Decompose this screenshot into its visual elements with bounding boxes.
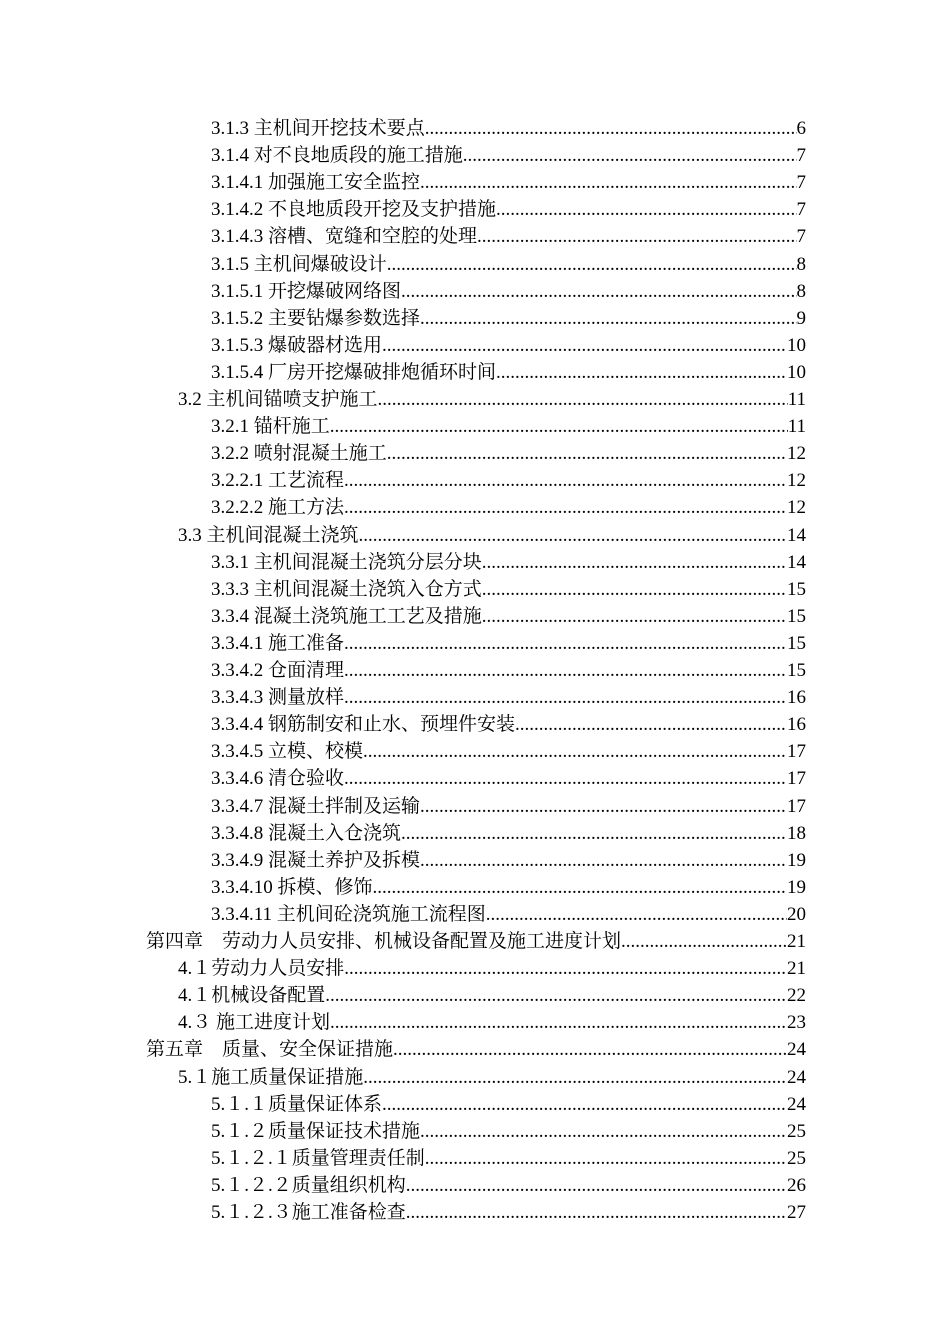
toc-dot-leader bbox=[482, 576, 787, 603]
toc-page-number: 12 bbox=[787, 470, 806, 492]
toc-dot-leader bbox=[401, 278, 796, 305]
toc-entry[interactable] bbox=[178, 1064, 806, 1091]
toc-entry[interactable] bbox=[211, 223, 806, 250]
toc-entry[interactable] bbox=[211, 169, 806, 196]
toc-page-number: 10 bbox=[787, 361, 806, 383]
toc-entry-title: 3.2.2.2 施工方法 bbox=[211, 497, 345, 519]
toc-page-number: 22 bbox=[787, 985, 806, 1007]
toc-entry-title: 3.1.5.1 开挖爆破网络图 bbox=[211, 280, 402, 302]
toc-entry-title: 3.3.4.11 主机间砼浇筑施工流程图 bbox=[211, 903, 486, 925]
toc-dot-leader bbox=[486, 901, 787, 928]
toc-page-number: 16 bbox=[787, 687, 806, 709]
toc-entry[interactable] bbox=[211, 684, 806, 711]
toc-page-number: 14 bbox=[787, 524, 806, 546]
toc-page-number: 14 bbox=[787, 551, 806, 573]
toc-entry-title: 4.３ 施工进度计划 bbox=[178, 1012, 331, 1034]
toc-dot-leader bbox=[387, 440, 787, 467]
toc-dot-leader bbox=[482, 549, 787, 576]
toc-dot-leader bbox=[344, 955, 787, 982]
toc-entry[interactable] bbox=[211, 847, 806, 874]
toc-dot-leader bbox=[359, 522, 787, 549]
toc-entry[interactable] bbox=[211, 413, 806, 440]
toc-entry-title: 3.3.4 混凝土浇筑施工工艺及措施 bbox=[211, 605, 482, 627]
toc-dot-leader bbox=[406, 1199, 787, 1226]
toc-entry-title: 3.1.5 主机间爆破设计 bbox=[211, 253, 387, 275]
toc-entry[interactable] bbox=[211, 196, 806, 223]
toc-page-number: 24 bbox=[787, 1093, 806, 1115]
toc-page-number: 7 bbox=[796, 172, 806, 194]
toc-page-number: 20 bbox=[787, 903, 806, 925]
toc-entry[interactable] bbox=[211, 901, 806, 928]
toc-page-number: 15 bbox=[787, 632, 806, 654]
toc-page-number: 12 bbox=[787, 497, 806, 519]
toc-entry-title: 4.１机械设备配置 bbox=[178, 985, 326, 1007]
toc-entry[interactable] bbox=[211, 1199, 806, 1226]
toc-entry-title: 第五章 质量、安全保证措施 bbox=[146, 1039, 394, 1061]
toc-dot-leader bbox=[393, 1036, 787, 1063]
toc-page-number: 21 bbox=[787, 931, 806, 952]
toc-page-number: 23 bbox=[787, 1012, 806, 1034]
toc-entry-title: 3.3.4.2 仓面清理 bbox=[211, 660, 345, 681]
toc-entry[interactable] bbox=[211, 305, 806, 332]
toc-entry[interactable] bbox=[211, 765, 806, 792]
toc-dot-leader bbox=[425, 115, 797, 142]
toc-dot-leader bbox=[621, 928, 787, 955]
toc-dot-leader bbox=[463, 142, 797, 169]
toc-page-number: 16 bbox=[787, 714, 806, 736]
toc-entry-title: 4.１劳动力人员安排 bbox=[178, 958, 345, 980]
toc-page-number: 21 bbox=[787, 958, 806, 980]
toc-dot-leader bbox=[420, 1118, 787, 1145]
toc-entry-title: 第四章 劳动力人员安排、机械设备配置及施工进度计划 bbox=[146, 931, 622, 952]
toc-dot-leader bbox=[325, 982, 787, 1009]
toc-dot-leader bbox=[406, 1172, 787, 1199]
toc-entry-title: 3.2 主机间锚喷支护施工 bbox=[178, 389, 378, 410]
toc-entry[interactable] bbox=[211, 820, 806, 847]
toc-entry-title: 3.3.4.3 测量放样 bbox=[211, 687, 345, 709]
toc-page-number: 27 bbox=[787, 1202, 806, 1223]
toc-entry[interactable] bbox=[211, 657, 806, 684]
toc-entry[interactable] bbox=[211, 115, 806, 142]
toc-entry-title: 3.3.4.5 立模、校模 bbox=[211, 741, 364, 763]
toc-entry[interactable] bbox=[211, 1118, 806, 1145]
toc-entry-title: 3.3 主机间混凝土浇筑 bbox=[178, 524, 359, 546]
toc-entry-title: 3.1.4.3 溶槽、宽缝和空腔的处理 bbox=[211, 226, 478, 248]
toc-entry[interactable] bbox=[211, 278, 806, 305]
toc-page-number: 7 bbox=[796, 199, 806, 221]
toc-page-number: 19 bbox=[787, 876, 806, 898]
toc-entry[interactable] bbox=[211, 1145, 806, 1172]
toc-page-number: 8 bbox=[796, 280, 806, 302]
toc-page-number: 24 bbox=[787, 1039, 806, 1061]
toc-entry-title: 3.1.4.1 加强施工安全监控 bbox=[211, 172, 421, 194]
toc-entry-title: 5.１.２.３施工准备检查 bbox=[211, 1202, 406, 1223]
toc-entry-title: 3.1.4 对不良地质段的施工措施 bbox=[211, 145, 463, 167]
toc-dot-leader bbox=[373, 874, 787, 901]
toc-entry[interactable] bbox=[178, 1009, 806, 1036]
toc-dot-leader bbox=[363, 1064, 787, 1091]
toc-entry-title: 3.3.4.7 混凝土拌制及运输 bbox=[211, 795, 421, 817]
toc-dot-leader bbox=[330, 1009, 787, 1036]
toc-dot-leader bbox=[344, 467, 787, 494]
toc-page-number: 26 bbox=[787, 1174, 806, 1196]
toc-dot-leader bbox=[496, 359, 787, 386]
toc-entry[interactable] bbox=[211, 1091, 806, 1118]
toc-entry-title: 3.1.3 主机间开挖技术要点 bbox=[211, 118, 425, 139]
toc-entry[interactable] bbox=[211, 630, 806, 657]
toc-dot-leader bbox=[330, 413, 788, 440]
toc-page-number: 15 bbox=[787, 605, 806, 627]
toc-page-number: 11 bbox=[787, 416, 806, 438]
toc-entry-title: 3.2.2.1 工艺流程 bbox=[211, 470, 345, 492]
toc-entry-title: 3.3.4.4 钢筋制安和止水、预埋件安装 bbox=[211, 714, 516, 736]
toc-dot-leader bbox=[420, 305, 796, 332]
toc-entry[interactable] bbox=[146, 1036, 806, 1063]
toc-dot-leader bbox=[387, 251, 797, 278]
toc-entry-title: 3.3.3 主机间混凝土浇筑入仓方式 bbox=[211, 578, 482, 600]
toc-page-number: 7 bbox=[796, 226, 806, 248]
toc-entry-title: 5.１施工质量保证措施 bbox=[178, 1066, 364, 1088]
toc-entry[interactable] bbox=[211, 711, 806, 738]
toc-dot-leader bbox=[344, 657, 787, 684]
toc-page-number: 15 bbox=[787, 660, 806, 681]
toc-entry[interactable] bbox=[211, 576, 806, 603]
toc-page-number: 15 bbox=[787, 578, 806, 600]
toc-page-number: 25 bbox=[787, 1147, 806, 1169]
toc-page-number: 11 bbox=[787, 389, 806, 410]
toc-dot-leader bbox=[496, 196, 796, 223]
toc-page-number: 9 bbox=[796, 307, 806, 329]
toc-dot-leader bbox=[344, 684, 787, 711]
toc-dot-leader bbox=[401, 820, 787, 847]
toc-dot-leader bbox=[482, 603, 787, 630]
toc-entry-title: 3.3.4.6 清仓验收 bbox=[211, 768, 345, 790]
toc-entry[interactable] bbox=[211, 874, 806, 901]
toc-page-number: 18 bbox=[787, 822, 806, 844]
toc-entry[interactable] bbox=[146, 928, 806, 955]
toc-dot-leader bbox=[420, 793, 787, 820]
toc-entry[interactable] bbox=[211, 440, 806, 467]
toc-page-number: 6 bbox=[796, 118, 806, 139]
toc-dot-leader bbox=[420, 169, 796, 196]
toc-entry[interactable] bbox=[211, 467, 806, 494]
toc-entry[interactable] bbox=[211, 1172, 806, 1199]
toc-dot-leader bbox=[382, 1091, 787, 1118]
toc-dot-leader bbox=[344, 765, 787, 792]
toc-entry[interactable] bbox=[211, 494, 806, 521]
toc-entry-title: 3.1.4.2 不良地质段开挖及支护措施 bbox=[211, 199, 497, 221]
toc-entry[interactable] bbox=[178, 522, 806, 549]
toc-page-number: 8 bbox=[796, 253, 806, 275]
toc-entry-title: 3.2.2 喷射混凝土施工 bbox=[211, 443, 387, 465]
toc-entry-title: 3.1.5.3 爆破器材选用 bbox=[211, 334, 383, 356]
toc-dot-leader bbox=[378, 386, 788, 413]
toc-entry[interactable] bbox=[178, 955, 806, 982]
toc-entry-title: 5.１.２质量保证技术措施 bbox=[211, 1120, 421, 1142]
toc-page-number: 24 bbox=[787, 1066, 806, 1088]
toc-dot-leader bbox=[344, 494, 787, 521]
toc-entry-title: 3.3.4.1 施工准备 bbox=[211, 632, 345, 654]
toc-page-number: 12 bbox=[787, 443, 806, 465]
toc-entry-title: 3.3.4.9 混凝土养护及拆模 bbox=[211, 849, 421, 871]
toc-dot-leader bbox=[363, 738, 787, 765]
toc-page-number: 17 bbox=[787, 768, 806, 790]
toc-entry[interactable] bbox=[178, 982, 806, 1009]
toc-entry-title: 3.2.1 锚杆施工 bbox=[211, 416, 330, 438]
toc-page-number: 7 bbox=[796, 145, 806, 167]
toc-page-number: 19 bbox=[787, 849, 806, 871]
toc-entry[interactable] bbox=[178, 386, 806, 413]
toc-entry[interactable] bbox=[211, 793, 806, 820]
toc-entry[interactable] bbox=[211, 738, 806, 765]
toc-entry-title: 5.１.２.１质量管理责任制 bbox=[211, 1147, 425, 1169]
toc-page-number: 25 bbox=[787, 1120, 806, 1142]
toc-entry[interactable] bbox=[211, 603, 806, 630]
toc-page-number: 17 bbox=[787, 795, 806, 817]
toc-entry-title: 3.3.4.10 拆模、修饰 bbox=[211, 876, 373, 898]
toc-dot-leader bbox=[382, 332, 787, 359]
toc-dot-leader bbox=[477, 223, 796, 250]
toc-entry-title: 5.１.１质量保证体系 bbox=[211, 1093, 383, 1115]
toc-entry-title: 3.1.5.2 主要钻爆参数选择 bbox=[211, 307, 421, 329]
toc-entry[interactable] bbox=[211, 359, 806, 386]
toc-entry-title: 5.１.２.２质量组织机构 bbox=[211, 1174, 406, 1196]
toc-dot-leader bbox=[420, 847, 787, 874]
toc-entry-title: 3.3.1 主机间混凝土浇筑分层分块 bbox=[211, 551, 482, 573]
toc-entry[interactable] bbox=[211, 251, 806, 278]
toc-entry-title: 3.3.4.8 混凝土入仓浇筑 bbox=[211, 822, 402, 844]
toc-entry[interactable] bbox=[211, 549, 806, 576]
toc-page-number: 17 bbox=[787, 741, 806, 763]
toc-entry[interactable] bbox=[211, 142, 806, 169]
toc-dot-leader bbox=[425, 1145, 787, 1172]
toc-entry-title: 3.1.5.4 厂房开挖爆破排炮循环时间 bbox=[211, 361, 497, 383]
toc-dot-leader bbox=[515, 711, 787, 738]
toc-entry[interactable] bbox=[211, 332, 806, 359]
toc-dot-leader bbox=[344, 630, 787, 657]
toc-page-number: 10 bbox=[787, 334, 806, 356]
